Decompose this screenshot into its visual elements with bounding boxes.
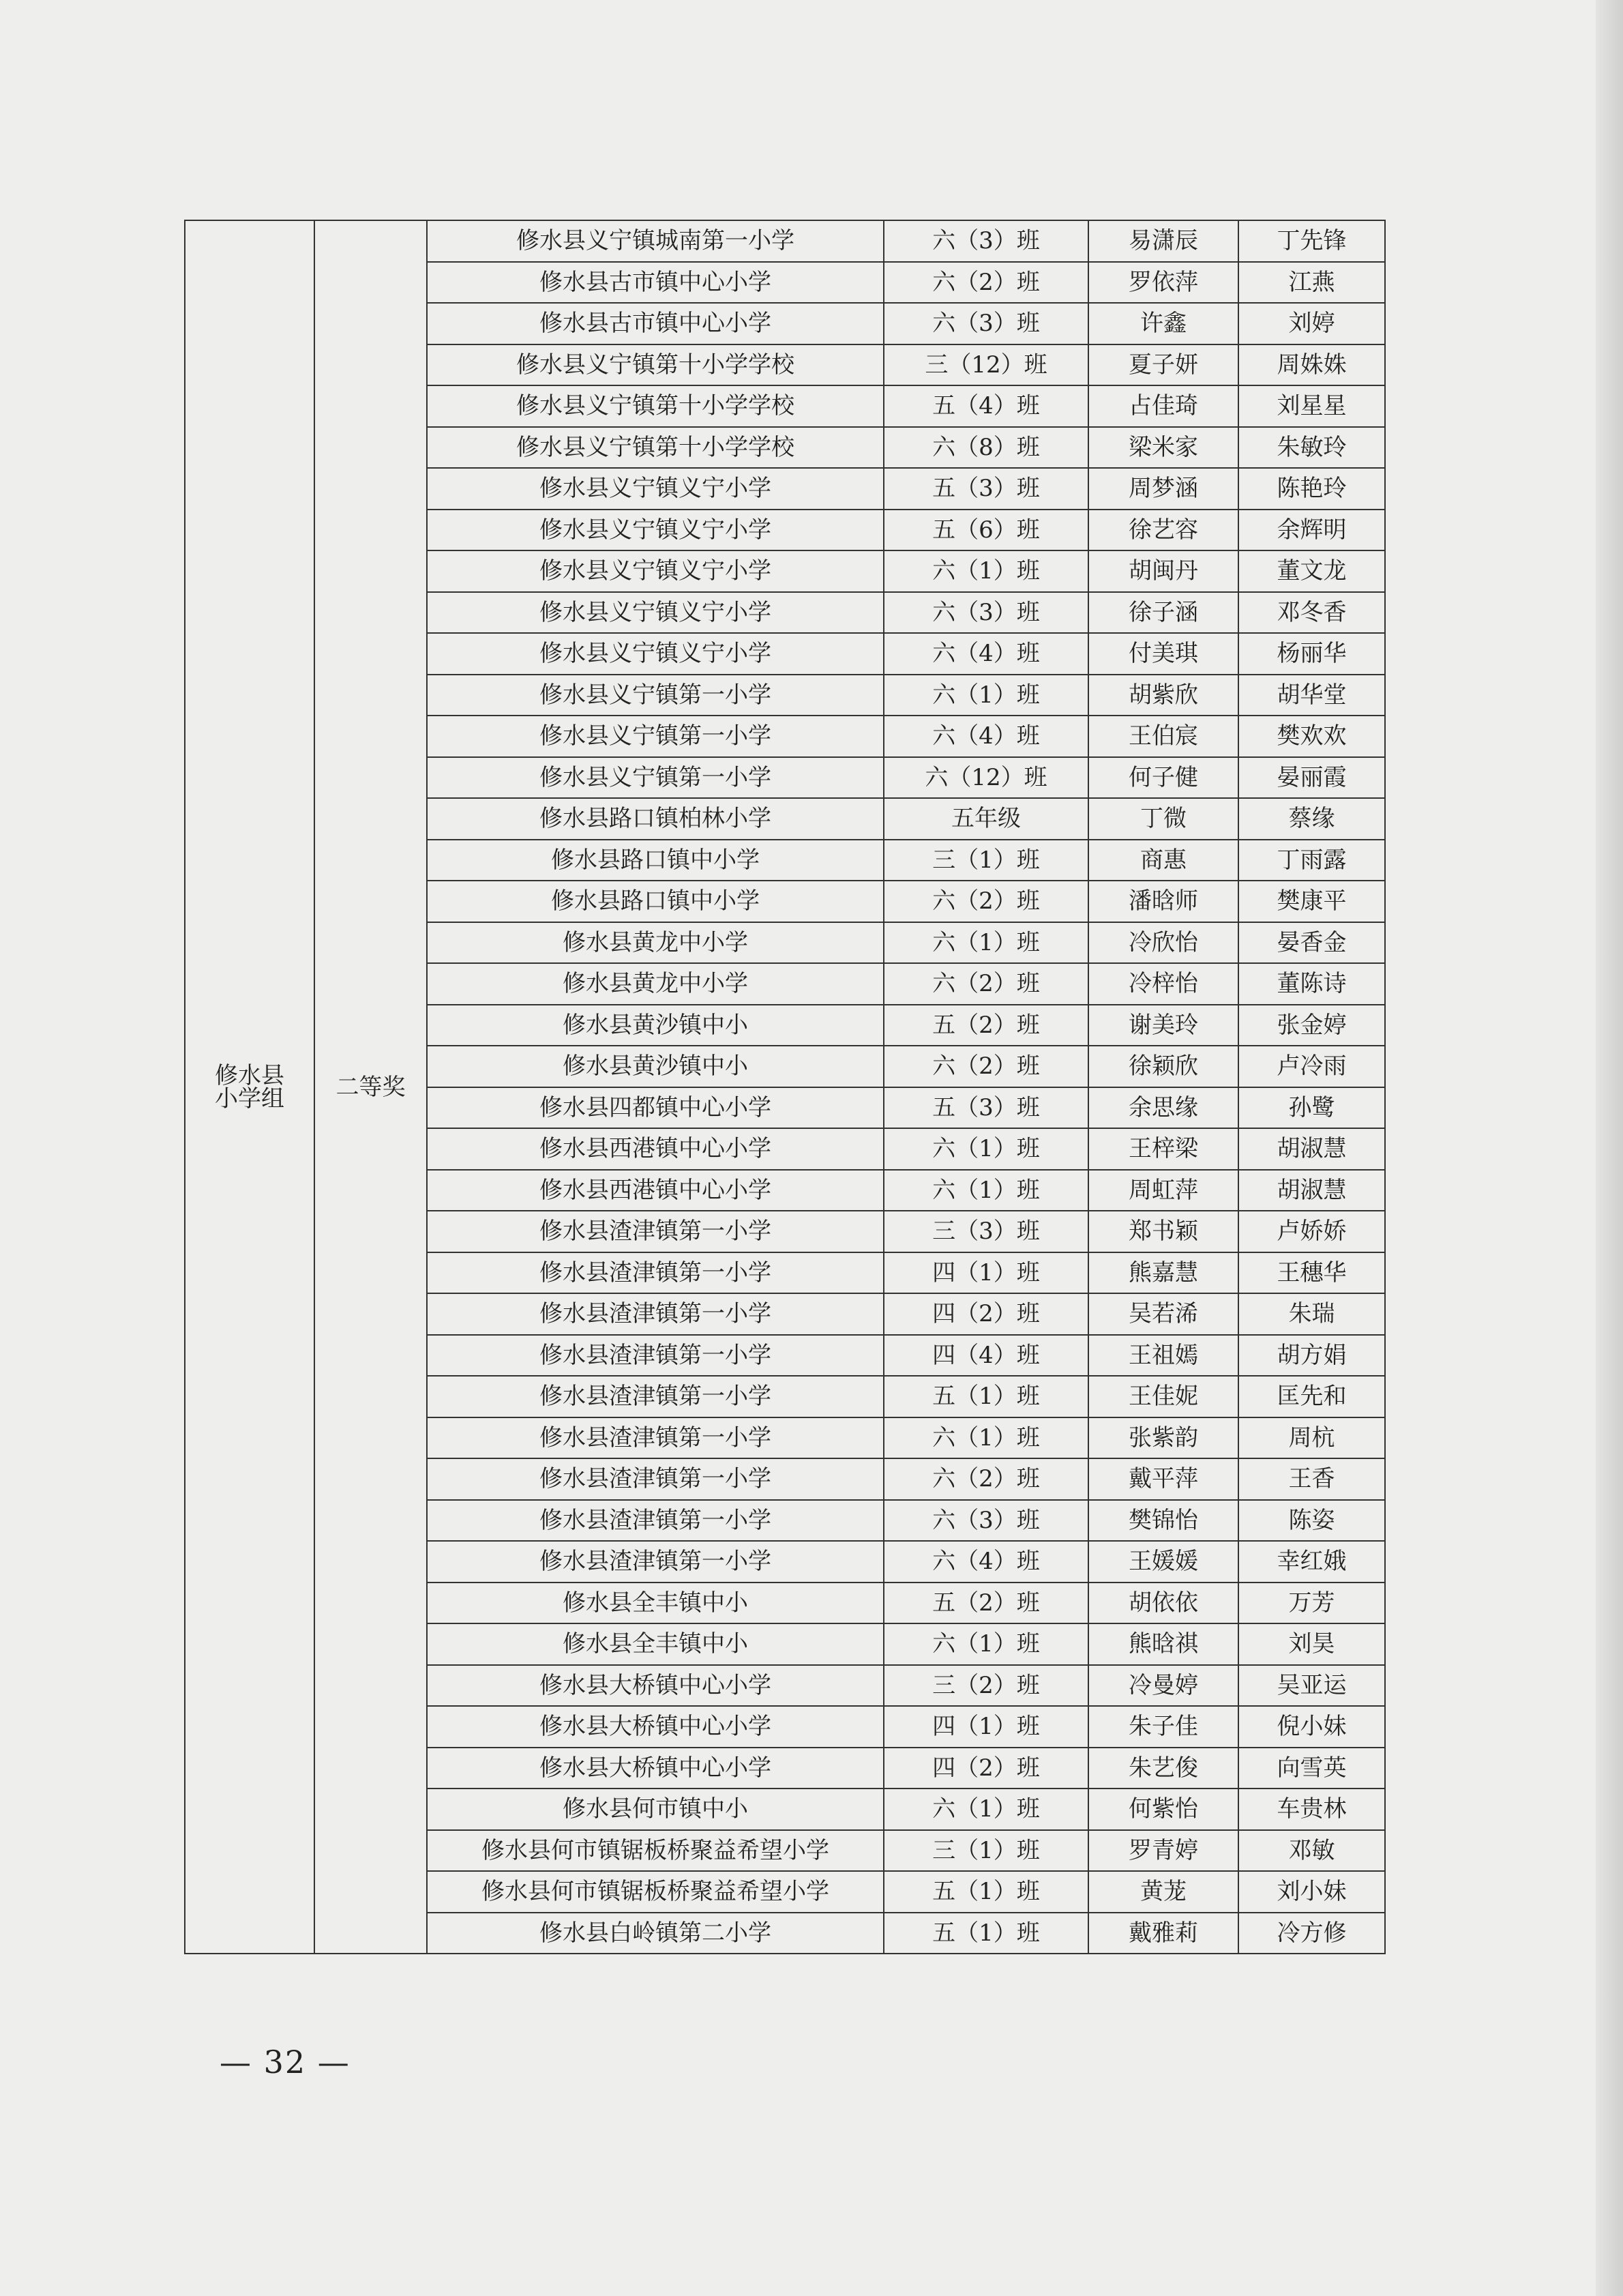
teacher-cell: 幸红娥 bbox=[1238, 1541, 1385, 1583]
student-cell: 吴若浠 bbox=[1088, 1293, 1238, 1335]
teacher-cell: 蔡缘 bbox=[1238, 798, 1385, 840]
class-cell: 四（4）班 bbox=[884, 1335, 1088, 1377]
student-cell: 徐子涵 bbox=[1088, 592, 1238, 634]
student-cell: 胡闽丹 bbox=[1088, 550, 1238, 592]
class-cell: 四（1）班 bbox=[884, 1252, 1088, 1294]
class-cell: 六（4）班 bbox=[884, 1541, 1088, 1583]
school-cell: 修水县何市镇中小 bbox=[427, 1789, 884, 1830]
school-cell: 修水县古市镇中心小学 bbox=[427, 303, 884, 344]
school-cell: 修水县渣津镇第一小学 bbox=[427, 1252, 884, 1294]
class-cell: 六（1）班 bbox=[884, 1170, 1088, 1211]
class-cell: 六（1）班 bbox=[884, 550, 1088, 592]
student-cell: 朱子佳 bbox=[1088, 1706, 1238, 1748]
teacher-cell: 江燕 bbox=[1238, 262, 1385, 304]
student-cell: 胡依依 bbox=[1088, 1583, 1238, 1624]
class-cell: 三（2）班 bbox=[884, 1665, 1088, 1707]
award-table-body bbox=[185, 220, 1385, 1954]
student-cell: 罗青婷 bbox=[1088, 1830, 1238, 1872]
school-cell: 修水县大桥镇中心小学 bbox=[427, 1665, 884, 1707]
class-cell: 五（1）班 bbox=[884, 1376, 1088, 1417]
school-cell: 修水县义宁镇第一小学 bbox=[427, 716, 884, 757]
student-cell: 何子健 bbox=[1088, 757, 1238, 799]
page-edge-shadow bbox=[1596, 0, 1623, 2296]
school-cell: 修水县路口镇柏林小学 bbox=[427, 798, 884, 840]
teacher-cell: 邓敏 bbox=[1238, 1830, 1385, 1872]
school-cell: 修水县全丰镇中小 bbox=[427, 1623, 884, 1665]
student-cell: 徐颖欣 bbox=[1088, 1046, 1238, 1087]
teacher-cell: 董陈诗 bbox=[1238, 963, 1385, 1005]
class-cell: 六（2）班 bbox=[884, 262, 1088, 304]
teacher-cell: 丁雨露 bbox=[1238, 840, 1385, 881]
student-cell: 周虹萍 bbox=[1088, 1170, 1238, 1211]
school-cell: 修水县义宁镇第十小学学校 bbox=[427, 344, 884, 386]
student-cell: 戴平萍 bbox=[1088, 1458, 1238, 1500]
award-level-cell: 二等奖 bbox=[314, 220, 427, 1954]
teacher-cell: 刘昊 bbox=[1238, 1623, 1385, 1665]
student-cell: 占佳琦 bbox=[1088, 385, 1238, 427]
teacher-cell: 冷方修 bbox=[1238, 1913, 1385, 1954]
student-cell: 熊嘉慧 bbox=[1088, 1252, 1238, 1294]
student-cell: 朱艺俊 bbox=[1088, 1748, 1238, 1789]
student-cell: 徐艺容 bbox=[1088, 510, 1238, 551]
school-cell: 修水县黄龙中小学 bbox=[427, 963, 884, 1005]
class-cell: 六（1）班 bbox=[884, 1128, 1088, 1170]
student-cell: 梁米家 bbox=[1088, 427, 1238, 469]
teacher-cell: 陈姿 bbox=[1238, 1500, 1385, 1542]
school-cell: 修水县义宁镇第一小学 bbox=[427, 757, 884, 799]
teacher-cell: 吴亚运 bbox=[1238, 1665, 1385, 1707]
student-cell: 熊晗祺 bbox=[1088, 1623, 1238, 1665]
teacher-cell: 胡淑慧 bbox=[1238, 1128, 1385, 1170]
school-cell: 修水县路口镇中小学 bbox=[427, 840, 884, 881]
class-cell: 四（1）班 bbox=[884, 1706, 1088, 1748]
page-number: — 32 — bbox=[220, 2044, 351, 2080]
teacher-cell: 樊康平 bbox=[1238, 881, 1385, 922]
school-cell: 修水县义宁镇义宁小学 bbox=[427, 468, 884, 510]
teacher-cell: 董文龙 bbox=[1238, 550, 1385, 592]
school-cell: 修水县全丰镇中小 bbox=[427, 1583, 884, 1624]
class-cell: 四（2）班 bbox=[884, 1293, 1088, 1335]
teacher-cell: 余辉明 bbox=[1238, 510, 1385, 551]
student-cell: 商惠 bbox=[1088, 840, 1238, 881]
student-cell: 王佳妮 bbox=[1088, 1376, 1238, 1417]
student-cell: 何紫怡 bbox=[1088, 1789, 1238, 1830]
class-cell: 五（1）班 bbox=[884, 1871, 1088, 1913]
class-cell: 五（2）班 bbox=[884, 1005, 1088, 1046]
class-cell: 五（6）班 bbox=[884, 510, 1088, 551]
teacher-cell: 卢娇娇 bbox=[1238, 1211, 1385, 1252]
class-cell: 六（1）班 bbox=[884, 675, 1088, 716]
student-cell: 丁微 bbox=[1088, 798, 1238, 840]
student-cell: 罗依萍 bbox=[1088, 262, 1238, 304]
student-cell: 张紫韵 bbox=[1088, 1417, 1238, 1459]
student-cell: 黄茏 bbox=[1088, 1871, 1238, 1913]
class-cell: 六（3）班 bbox=[884, 303, 1088, 344]
school-cell: 修水县渣津镇第一小学 bbox=[427, 1376, 884, 1417]
class-cell: 六（3）班 bbox=[884, 592, 1088, 634]
student-cell: 王媛媛 bbox=[1088, 1541, 1238, 1583]
student-cell: 许鑫 bbox=[1088, 303, 1238, 344]
student-cell: 余思缘 bbox=[1088, 1087, 1238, 1129]
teacher-cell: 朱瑞 bbox=[1238, 1293, 1385, 1335]
class-cell: 三（1）班 bbox=[884, 1830, 1088, 1872]
class-cell: 六（2）班 bbox=[884, 881, 1088, 922]
teacher-cell: 匡先和 bbox=[1238, 1376, 1385, 1417]
school-cell: 修水县渣津镇第一小学 bbox=[427, 1500, 884, 1542]
teacher-cell: 陈艳玲 bbox=[1238, 468, 1385, 510]
teacher-cell: 胡方娟 bbox=[1238, 1335, 1385, 1377]
school-cell: 修水县黄沙镇中小 bbox=[427, 1005, 884, 1046]
class-cell: 六（2）班 bbox=[884, 1046, 1088, 1087]
school-cell: 修水县黄龙中小学 bbox=[427, 922, 884, 964]
school-cell: 修水县白岭镇第二小学 bbox=[427, 1913, 884, 1954]
student-cell: 周梦涵 bbox=[1088, 468, 1238, 510]
teacher-cell: 晏香金 bbox=[1238, 922, 1385, 964]
class-cell: 六（1）班 bbox=[884, 922, 1088, 964]
class-cell: 三（12）班 bbox=[884, 344, 1088, 386]
teacher-cell: 刘星星 bbox=[1238, 385, 1385, 427]
student-cell: 谢美玲 bbox=[1088, 1005, 1238, 1046]
teacher-cell: 车贵林 bbox=[1238, 1789, 1385, 1830]
teacher-cell: 刘小妹 bbox=[1238, 1871, 1385, 1913]
school-cell: 修水县义宁镇城南第一小学 bbox=[427, 220, 884, 262]
student-cell: 樊锦怡 bbox=[1088, 1500, 1238, 1542]
teacher-cell: 王穗华 bbox=[1238, 1252, 1385, 1294]
class-cell: 五（2）班 bbox=[884, 1583, 1088, 1624]
class-cell: 六（4）班 bbox=[884, 716, 1088, 757]
teacher-cell: 樊欢欢 bbox=[1238, 716, 1385, 757]
school-cell: 修水县义宁镇义宁小学 bbox=[427, 633, 884, 675]
school-cell: 修水县渣津镇第一小学 bbox=[427, 1458, 884, 1500]
teacher-cell: 刘婷 bbox=[1238, 303, 1385, 344]
school-cell: 修水县渣津镇第一小学 bbox=[427, 1211, 884, 1252]
teacher-cell: 周杭 bbox=[1238, 1417, 1385, 1459]
student-cell: 王梓梁 bbox=[1088, 1128, 1238, 1170]
teacher-cell: 周姝姝 bbox=[1238, 344, 1385, 386]
class-cell: 六（2）班 bbox=[884, 963, 1088, 1005]
teacher-cell: 邓冬香 bbox=[1238, 592, 1385, 634]
class-cell: 五（1）班 bbox=[884, 1913, 1088, 1954]
student-cell: 郑书颖 bbox=[1088, 1211, 1238, 1252]
school-cell: 修水县渣津镇第一小学 bbox=[427, 1417, 884, 1459]
teacher-cell: 卢冷雨 bbox=[1238, 1046, 1385, 1087]
school-cell: 修水县路口镇中小学 bbox=[427, 881, 884, 922]
teacher-cell: 胡淑慧 bbox=[1238, 1170, 1385, 1211]
student-cell: 潘晗师 bbox=[1088, 881, 1238, 922]
class-cell: 六（1）班 bbox=[884, 1417, 1088, 1459]
school-cell: 修水县黄沙镇中小 bbox=[427, 1046, 884, 1087]
teacher-cell: 倪小妹 bbox=[1238, 1706, 1385, 1748]
award-table bbox=[184, 220, 1386, 1954]
student-cell: 王伯宸 bbox=[1088, 716, 1238, 757]
class-cell: 六（2）班 bbox=[884, 1458, 1088, 1500]
class-cell: 六（1）班 bbox=[884, 1789, 1088, 1830]
school-cell: 修水县义宁镇义宁小学 bbox=[427, 510, 884, 551]
class-cell: 六（1）班 bbox=[884, 1623, 1088, 1665]
teacher-cell: 胡华堂 bbox=[1238, 675, 1385, 716]
school-cell: 修水县渣津镇第一小学 bbox=[427, 1335, 884, 1377]
school-cell: 修水县大桥镇中心小学 bbox=[427, 1748, 884, 1789]
school-cell: 修水县四都镇中心小学 bbox=[427, 1087, 884, 1129]
school-cell: 修水县义宁镇第十小学学校 bbox=[427, 385, 884, 427]
teacher-cell: 丁先锋 bbox=[1238, 220, 1385, 262]
class-cell: 六（3）班 bbox=[884, 220, 1088, 262]
group-cell bbox=[185, 220, 314, 1954]
student-cell: 戴雅莉 bbox=[1088, 1913, 1238, 1954]
teacher-cell: 向雪英 bbox=[1238, 1748, 1385, 1789]
class-cell: 三（3）班 bbox=[884, 1211, 1088, 1252]
student-cell: 易潇辰 bbox=[1088, 220, 1238, 262]
class-cell: 六（8）班 bbox=[884, 427, 1088, 469]
teacher-cell: 孙鹭 bbox=[1238, 1087, 1385, 1129]
class-cell: 五（3）班 bbox=[884, 1087, 1088, 1129]
student-cell: 冷梓怡 bbox=[1088, 963, 1238, 1005]
class-cell: 六（12）班 bbox=[884, 757, 1088, 799]
teacher-cell: 张金婷 bbox=[1238, 1005, 1385, 1046]
school-cell: 修水县渣津镇第一小学 bbox=[427, 1541, 884, 1583]
class-cell: 六（4）班 bbox=[884, 633, 1088, 675]
student-cell: 王祖嫣 bbox=[1088, 1335, 1238, 1377]
class-cell: 三（1）班 bbox=[884, 840, 1088, 881]
school-cell: 修水县何市镇锯板桥聚益希望小学 bbox=[427, 1830, 884, 1872]
teacher-cell: 王香 bbox=[1238, 1458, 1385, 1500]
student-cell: 冷曼婷 bbox=[1088, 1665, 1238, 1707]
school-cell: 修水县古市镇中心小学 bbox=[427, 262, 884, 304]
school-cell: 修水县义宁镇义宁小学 bbox=[427, 550, 884, 592]
teacher-cell: 晏丽霞 bbox=[1238, 757, 1385, 799]
class-cell: 五年级 bbox=[884, 798, 1088, 840]
school-cell: 修水县西港镇中心小学 bbox=[427, 1128, 884, 1170]
teacher-cell: 杨丽华 bbox=[1238, 633, 1385, 675]
school-cell: 修水县西港镇中心小学 bbox=[427, 1170, 884, 1211]
student-cell: 夏子妍 bbox=[1088, 344, 1238, 386]
student-cell: 冷欣怡 bbox=[1088, 922, 1238, 964]
student-cell: 胡紫欣 bbox=[1088, 675, 1238, 716]
student-cell: 付美琪 bbox=[1088, 633, 1238, 675]
teacher-cell: 万芳 bbox=[1238, 1583, 1385, 1624]
school-cell: 修水县何市镇锯板桥聚益希望小学 bbox=[427, 1871, 884, 1913]
class-cell: 五（4）班 bbox=[884, 385, 1088, 427]
group-label-line2: 小学组 bbox=[215, 1085, 284, 1113]
teacher-cell: 朱敏玲 bbox=[1238, 427, 1385, 469]
group-label-line1: 修水县 bbox=[215, 1061, 284, 1089]
table-row bbox=[185, 220, 1385, 262]
class-cell: 五（3）班 bbox=[884, 468, 1088, 510]
school-cell: 修水县义宁镇第十小学学校 bbox=[427, 427, 884, 469]
school-cell: 修水县渣津镇第一小学 bbox=[427, 1293, 884, 1335]
school-cell: 修水县义宁镇第一小学 bbox=[427, 675, 884, 716]
class-cell: 六（3）班 bbox=[884, 1500, 1088, 1542]
school-cell: 修水县大桥镇中心小学 bbox=[427, 1706, 884, 1748]
class-cell: 四（2）班 bbox=[884, 1748, 1088, 1789]
school-cell: 修水县义宁镇义宁小学 bbox=[427, 592, 884, 634]
